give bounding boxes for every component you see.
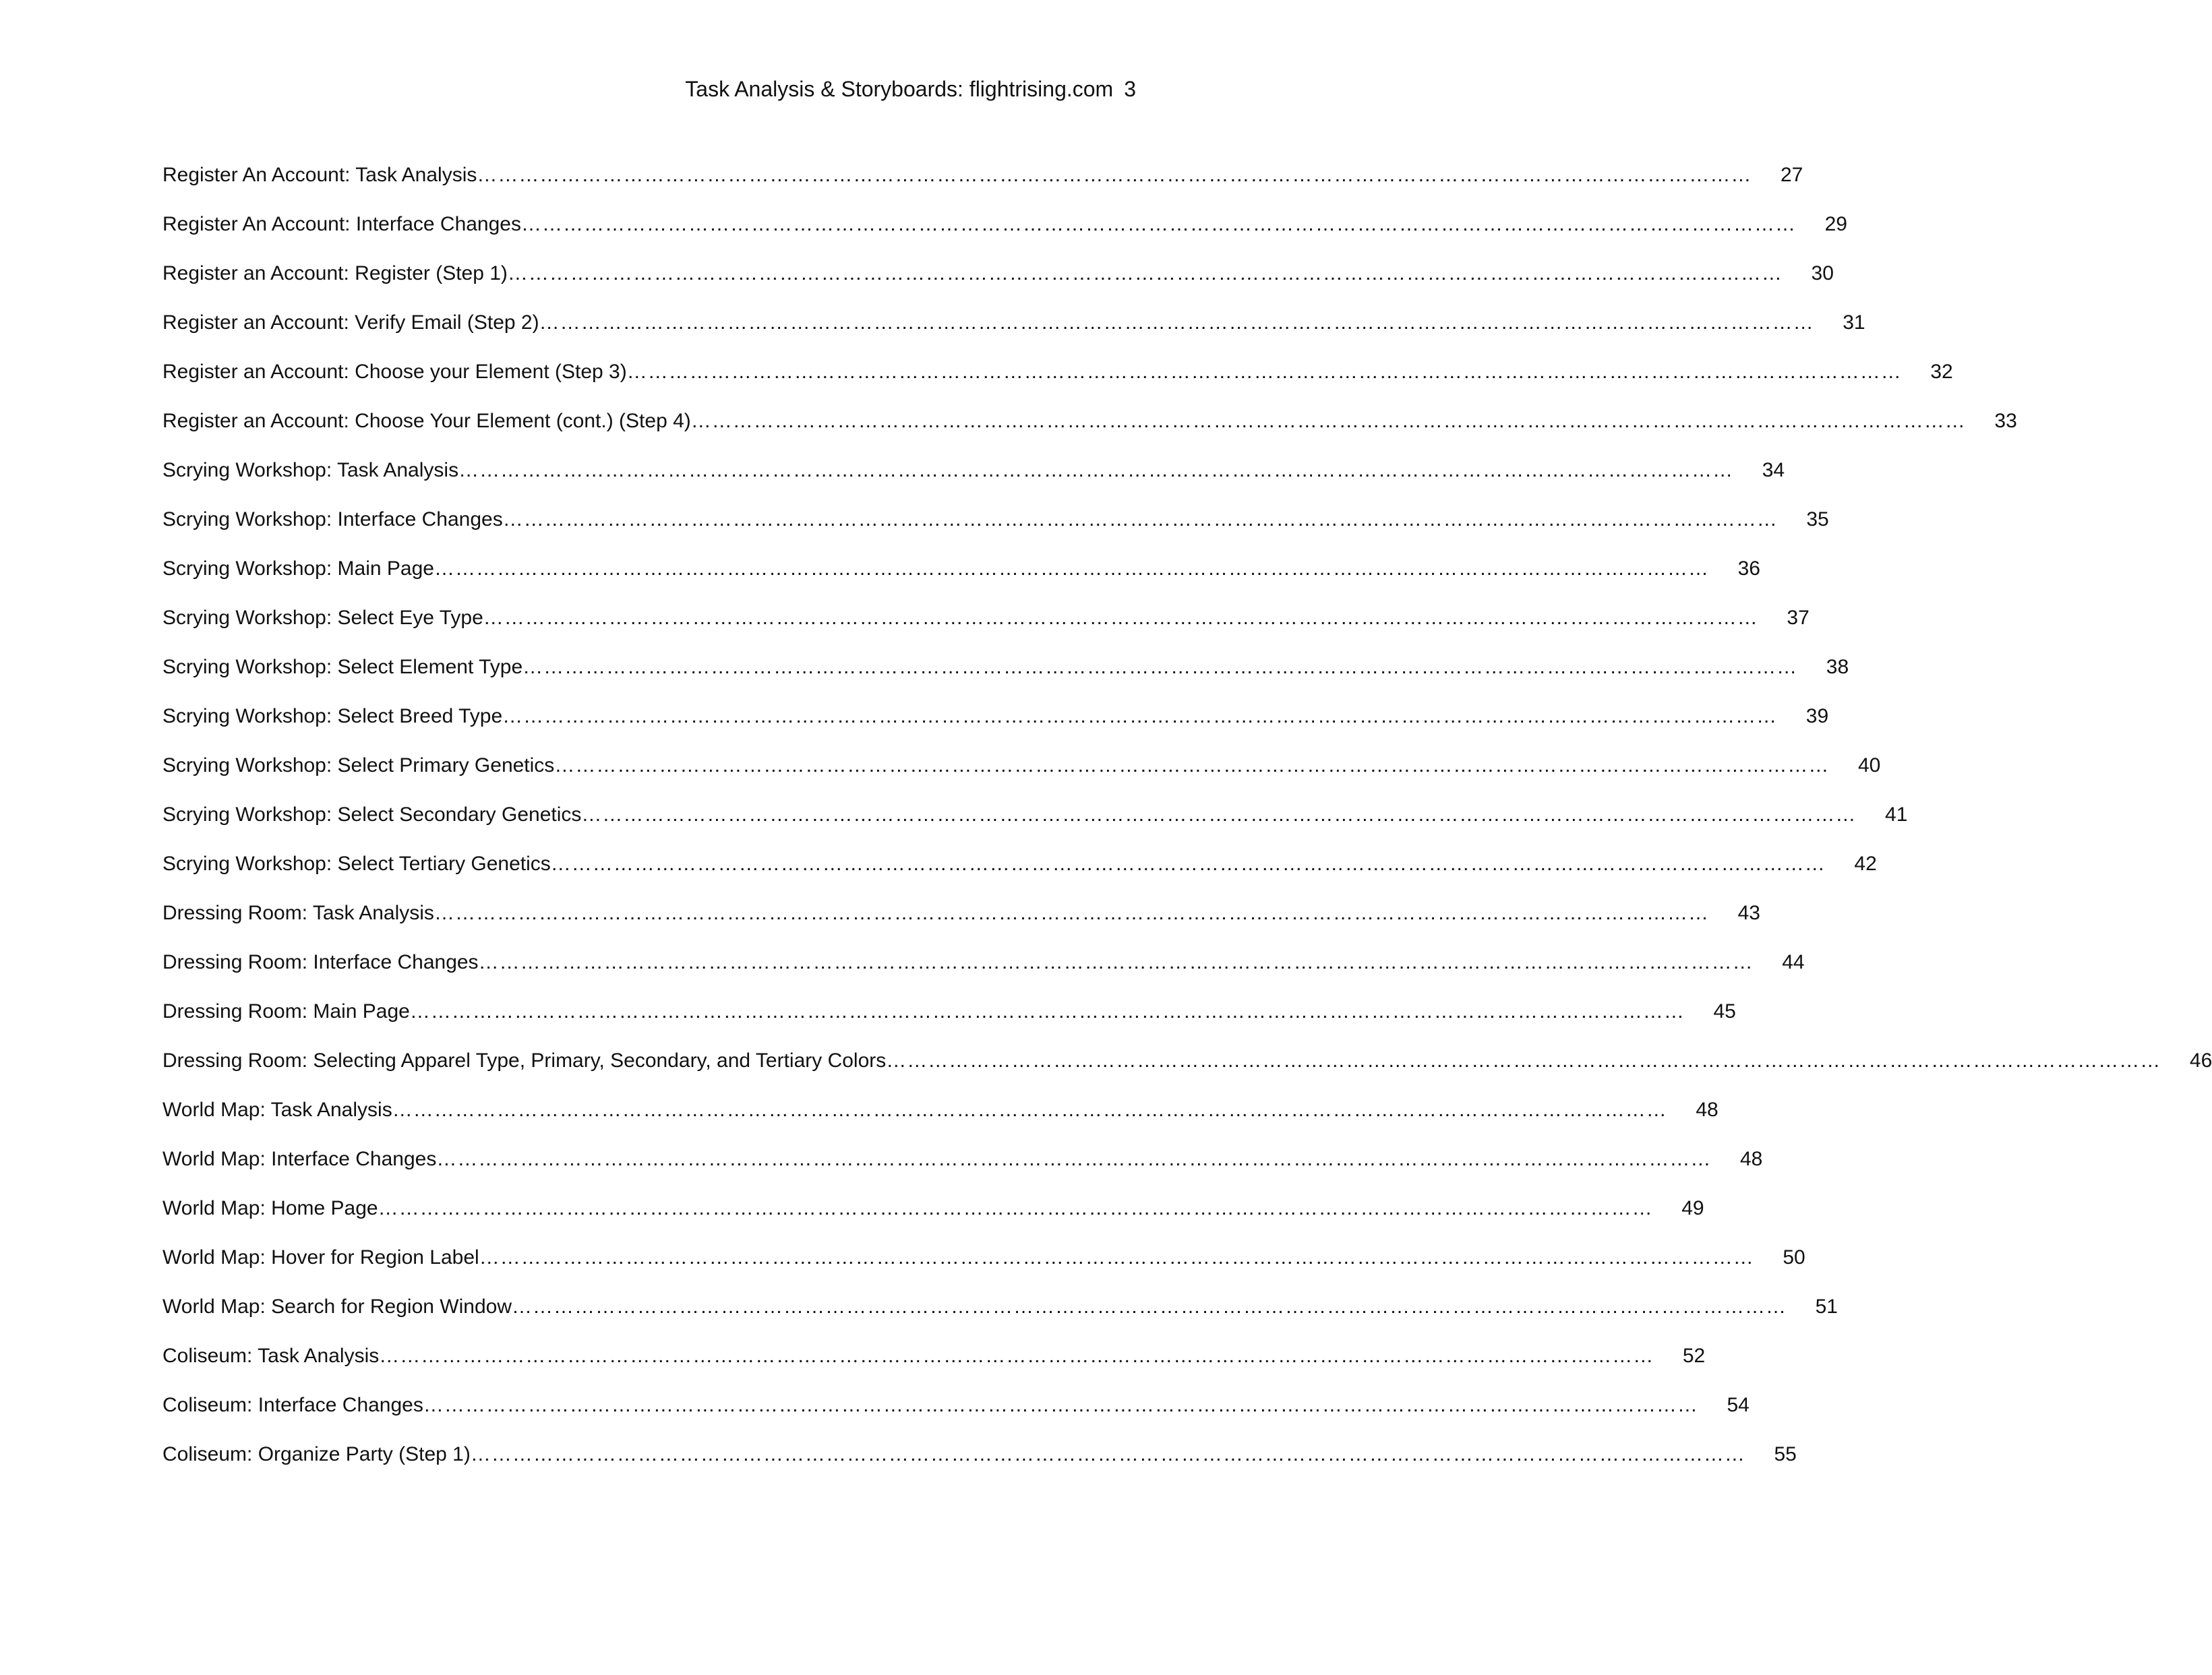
toc-entry-page: 49	[1681, 1197, 1704, 1219]
dot-leader: …………………………………………………………………………………………………………………………………………………………………	[550, 853, 1826, 875]
toc-entry-page: 51	[1815, 1296, 1838, 1318]
toc-entry	[162, 162, 1803, 211]
toc-entry-page: 43	[1737, 902, 1760, 924]
dot-leader: …………………………………………………………………………………………………………………………………………………………………	[512, 1296, 1787, 1318]
toc-entry-title: World Map: Search for Region Window	[162, 1296, 512, 1318]
dot-leader: …………………………………………………………………………………………………………………………………………………………………	[378, 1197, 1653, 1219]
toc-entry-title: Scrying Workshop: Select Tertiary Genetics	[162, 853, 551, 875]
toc-entry-title: Scrying Workshop: Select Secondary Genetics	[162, 803, 582, 826]
toc-entry-title: Scrying Workshop: Select Eye Type	[162, 607, 483, 629]
toc-entry-title: World Map: Interface Changes	[162, 1148, 437, 1170]
toc-entry	[162, 752, 1881, 801]
toc-entry-page: 39	[1805, 705, 1829, 727]
toc-entry-title: Register an Account: Choose your Element (Step 3)	[162, 361, 627, 383]
dot-leader: …………………………………………………………………………………………………………………………………………………………………	[690, 410, 1966, 432]
toc-entry	[162, 801, 1908, 851]
toc-entry-page: 31	[1843, 311, 1865, 334]
toc-entry-page: 32	[1930, 361, 1953, 383]
running-header	[685, 75, 1136, 102]
toc-entry-page: 30	[1811, 262, 1834, 284]
toc-entry-page: 33	[1994, 410, 2017, 432]
toc-entry	[162, 1392, 1750, 1441]
toc-entry	[162, 1343, 1706, 1392]
toc-entry	[162, 1195, 1704, 1244]
toc-entry-title: World Map: Task Analysis	[162, 1099, 392, 1121]
dot-leader: …………………………………………………………………………………………………………………………………………………………………	[554, 754, 1830, 776]
toc-entry-page: 37	[1787, 607, 1810, 629]
toc-entry	[162, 1441, 1797, 1490]
toc-entry-page: 35	[1806, 508, 1829, 530]
dot-leader: …………………………………………………………………………………………………………………………………………………………………	[521, 213, 1796, 235]
toc-entry	[162, 359, 1953, 408]
dot-leader: …………………………………………………………………………………………………………………………………………………………………	[434, 902, 1709, 924]
toc-entry	[162, 703, 1829, 752]
toc-entry	[162, 654, 1849, 703]
toc-entry-title: Coliseum: Interface Changes	[162, 1394, 423, 1416]
toc-entry-title: Scrying Workshop: Interface Changes	[162, 508, 503, 530]
dot-leader: …………………………………………………………………………………………………………………………………………………………………	[478, 951, 1754, 973]
toc-entry-title: Register an Account: Choose Your Element (cont.) (Step 4)	[162, 410, 691, 432]
dot-leader: …………………………………………………………………………………………………………………………………………………………………	[522, 656, 1798, 678]
toc-entry	[162, 309, 1865, 359]
toc-entry	[162, 260, 1834, 309]
dot-leader: …………………………………………………………………………………………………………………………………………………………………	[502, 705, 1778, 727]
header-page-number: 3	[1124, 77, 1136, 101]
toc-entry	[162, 555, 1760, 605]
toc-entry-page: 27	[1781, 164, 1803, 186]
toc-entry	[162, 605, 1810, 654]
toc-entry-title: World Map: Hover for Region Label	[162, 1246, 479, 1269]
toc-entry	[162, 1097, 1718, 1146]
dot-leader: …………………………………………………………………………………………………………………………………………………………………	[502, 508, 1778, 530]
toc-entry-page: 36	[1737, 557, 1760, 580]
toc-entry	[162, 949, 1805, 998]
toc-entry-title: Scrying Workshop: Select Primary Genetics	[162, 754, 555, 776]
toc-entry-title: Register an Account: Verify Email (Step 2)	[162, 311, 539, 334]
toc-entry	[162, 1146, 1763, 1195]
dot-leader: …………………………………………………………………………………………………………………………………………………………………	[626, 361, 1902, 383]
dot-leader: …………………………………………………………………………………………………………………………………………………………………	[477, 164, 1752, 186]
dot-leader: …………………………………………………………………………………………………………………………………………………………………	[539, 311, 1814, 334]
dot-leader: …………………………………………………………………………………………………………………………………………………………………	[434, 557, 1709, 580]
toc-entry	[162, 408, 2017, 457]
toc-entry-title: Scrying Workshop: Select Breed Type	[162, 705, 503, 727]
dot-leader: …………………………………………………………………………………………………………………………………………………………………	[379, 1345, 1654, 1367]
toc-entry-title: Scrying Workshop: Main Page	[162, 557, 434, 580]
dot-leader: …………………………………………………………………………………………………………………………………………………………………	[886, 1049, 2161, 1072]
toc-entry	[162, 900, 1760, 949]
toc-entry-title: Dressing Room: Interface Changes	[162, 951, 479, 973]
dot-leader: …………………………………………………………………………………………………………………………………………………………………	[458, 459, 1734, 481]
toc-entry-page: 29	[1824, 213, 1847, 235]
dot-leader: …………………………………………………………………………………………………………………………………………………………………	[507, 262, 1783, 284]
dot-leader: …………………………………………………………………………………………………………………………………………………………………	[436, 1148, 1712, 1170]
toc-entry-title: Dressing Room: Task Analysis	[162, 902, 434, 924]
toc-entry-title: World Map: Home Page	[162, 1197, 378, 1219]
toc-entry-page: 48	[1739, 1148, 1763, 1170]
dot-leader: …………………………………………………………………………………………………………………………………………………………………	[470, 1443, 1745, 1465]
toc-entry-page: 40	[1857, 754, 1881, 776]
header-title: Task Analysis & Storyboards: flightrising.com	[685, 77, 1114, 101]
toc-entry-page: 50	[1783, 1246, 1805, 1269]
table-of-contents	[162, 162, 2212, 1490]
toc-entry-title: Register an Account: Register (Step 1)	[162, 262, 508, 284]
dot-leader: …………………………………………………………………………………………………………………………………………………………………	[392, 1099, 1667, 1121]
toc-entry-page: 38	[1826, 656, 1849, 678]
toc-entry	[162, 1293, 1838, 1343]
toc-entry-page: 54	[1727, 1394, 1750, 1416]
toc-entry	[162, 1244, 1805, 1293]
toc-entry-title: Register An Account: Interface Changes	[162, 213, 521, 235]
dot-leader: …………………………………………………………………………………………………………………………………………………………………	[423, 1394, 1698, 1416]
toc-entry	[162, 457, 1785, 506]
toc-entry-title: Coliseum: Task Analysis	[162, 1345, 380, 1367]
toc-entry-title: Register An Account: Task Analysis	[162, 164, 477, 186]
toc-entry	[162, 506, 1829, 555]
toc-entry-title: Coliseum: Organize Party (Step 1)	[162, 1443, 471, 1465]
toc-entry-page: 42	[1854, 853, 1877, 875]
dot-leader: …………………………………………………………………………………………………………………………………………………………………	[479, 1246, 1754, 1269]
toc-entry-title: Dressing Room: Selecting Apparel Type, Primary, Secondary, and Tertiary Colors	[162, 1049, 887, 1072]
toc-entry	[162, 1047, 2212, 1097]
toc-entry	[162, 851, 1877, 900]
dot-leader: …………………………………………………………………………………………………………………………………………………………………	[409, 1000, 1685, 1023]
toc-entry-page: 48	[1696, 1099, 1718, 1121]
toc-entry-page: 45	[1713, 1000, 1736, 1023]
dot-leader: …………………………………………………………………………………………………………………………………………………………………	[483, 607, 1758, 629]
toc-entry-page: 46	[2189, 1049, 2212, 1072]
toc-entry-title: Scrying Workshop: Select Element Type	[162, 656, 523, 678]
dot-leader: …………………………………………………………………………………………………………………………………………………………………	[581, 803, 1857, 826]
toc-entry-page: 34	[1762, 459, 1785, 481]
toc-entry-page: 44	[1782, 951, 1805, 973]
toc-entry-page: 55	[1774, 1443, 1797, 1465]
toc-entry-page: 52	[1682, 1345, 1706, 1367]
toc-entry	[162, 998, 1736, 1047]
toc-entry-title: Dressing Room: Main Page	[162, 1000, 410, 1023]
toc-entry-title: Scrying Workshop: Task Analysis	[162, 459, 459, 481]
toc-entry-page: 41	[1885, 803, 1908, 826]
toc-entry	[162, 211, 1847, 260]
